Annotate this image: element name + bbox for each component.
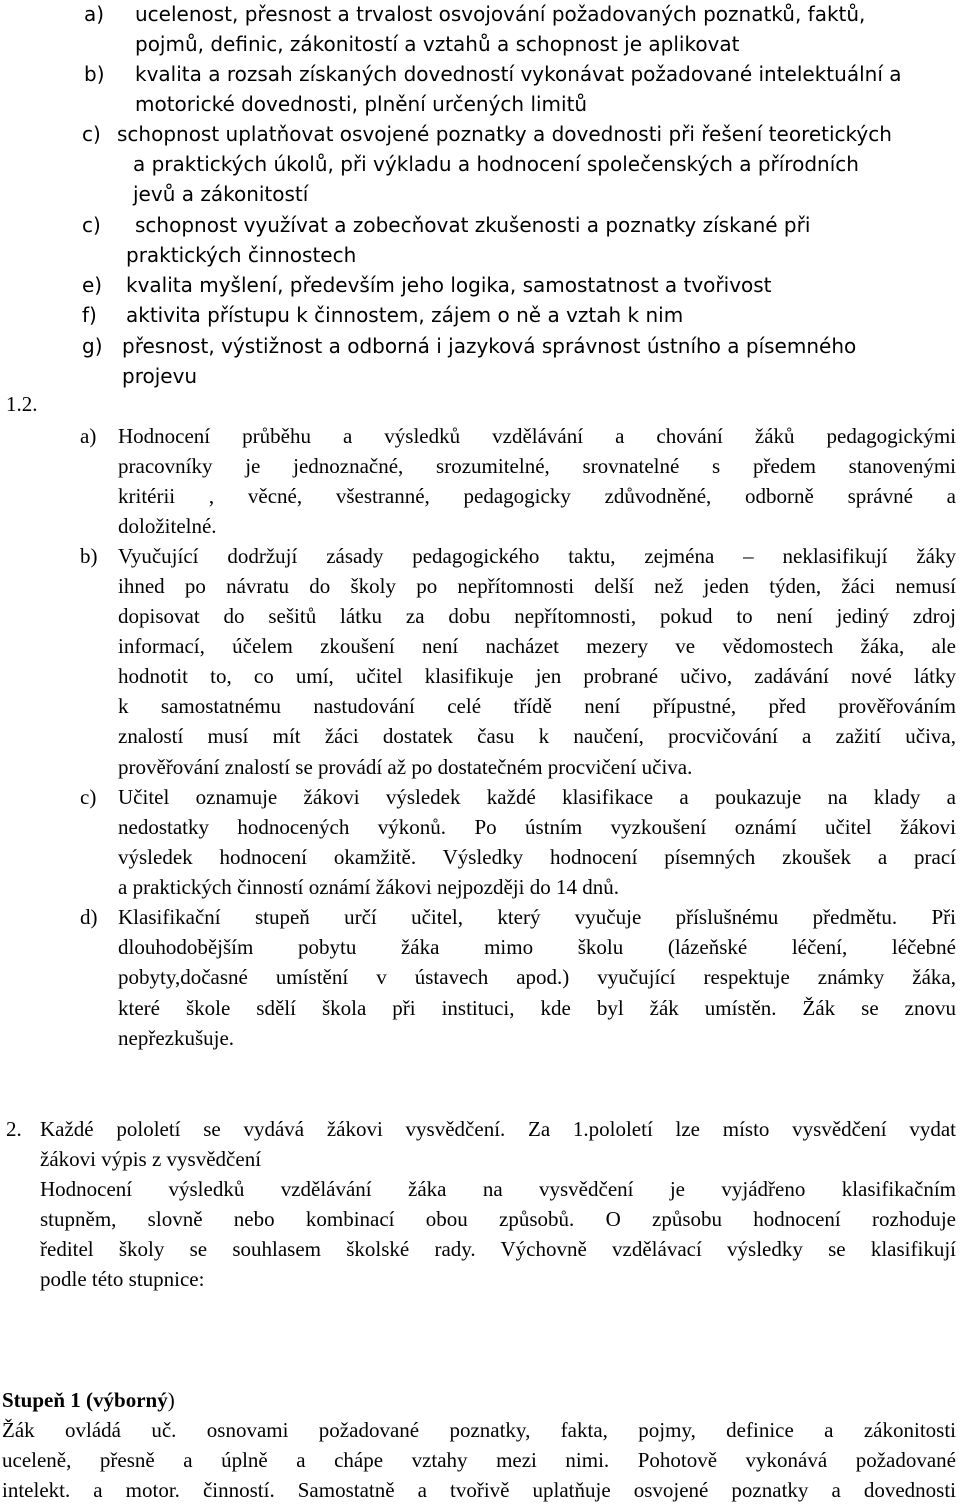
- item-line: hodnotit to, co umí, učitel klasifikuje jen probrané učivo, zadávání nové látky: [118, 664, 956, 688]
- paragraph-line: Každé pololetí se vydává žákovi vysvědčení. Za 1.pololetí lze místo vysvědčení vydat: [40, 1117, 956, 1141]
- item-label: g): [82, 334, 103, 358]
- item-label: a): [80, 424, 97, 448]
- item-line: kritérii , věcné, všestranné, pedagogicky zdůvodněné, odborně správné a: [118, 484, 956, 508]
- item-label: c): [80, 785, 97, 809]
- paragraph-line: ředitel školy se souhlasem školské rady. Výchovně vzdělávací výsledky se klasifikují: [40, 1237, 956, 1261]
- item-line: přesnost, výstižnost a odborná i jazyková správnost ústního a písemného: [122, 334, 857, 358]
- item-line: projevu: [122, 364, 198, 388]
- item-line: kvalita myšlení, především jeho logika, samostatnost a tvořivost: [126, 273, 772, 297]
- item-line: nedostatky hodnocených výkonů. Po ústním vyzkoušení oznámí učitel žákovi: [118, 815, 956, 839]
- item-line: výsledek hodnocení okamžitě. Výsledky hodnocení písemných zkoušek a prací: [118, 845, 956, 869]
- item-line: prověřování znalostí se provádí až po dostatečném procvičení učiva.: [118, 755, 693, 779]
- paragraph-line: podle této stupnice:: [40, 1267, 205, 1291]
- item-line: znalostí musí mít žáci dostatek času k naučení, procvičování a zažití učiva,: [118, 724, 956, 748]
- item-label: d): [80, 905, 98, 929]
- item-line: aktivita přístupu k činnostem, zájem o ně a vztah k nim: [126, 303, 684, 327]
- item-line: motorické dovednosti, plnění určených limitů: [135, 92, 588, 116]
- item-line: Učitel oznamuje žákovi výsledek každé klasifikace a poukazuje na klady a: [118, 785, 956, 809]
- item-label: a): [84, 2, 105, 26]
- item-line: nepřezkušuje.: [118, 1026, 235, 1050]
- paragraph-line: stupněm, slovně nebo kombinací obou způsobů. O způsobu hodnocení rozhoduje: [40, 1207, 956, 1231]
- item-line: pojmů, definic, zákonitostí a vztahů a schopnost je aplikovat: [135, 32, 740, 56]
- item-label: b): [80, 544, 98, 568]
- grade-1-heading-bold: Stupeň 1 (výborný: [2, 1388, 168, 1412]
- item-line: dopisovat do sešitů látku za dobu nepřítomnosti, pokud to není jediný zdroj: [118, 604, 956, 628]
- item-line: praktických činnostech: [126, 243, 357, 267]
- item-label: c): [82, 122, 101, 146]
- item-line: a praktických úkolů, při výkladu a hodnocení společenských a přírodních: [133, 152, 859, 176]
- item-line: Hodnocení průběhu a výsledků vzdělávání a chování žáků pedagogickými: [118, 424, 956, 448]
- item-label: b): [84, 62, 105, 86]
- section-number: 1.2.: [6, 392, 38, 416]
- item-label: c): [82, 213, 101, 237]
- section-2-number: 2.: [6, 1117, 22, 1141]
- item-line: dlouhodobějším pobytu žáka mimo školu (lázeňské léčení, léčebné: [118, 935, 956, 959]
- grade-1-heading-paren: ): [167, 1388, 175, 1412]
- paragraph-line: uceleně, přesně a úplně a chápe vztahy mezi nimi. Pohotově vykonává požadované: [2, 1448, 956, 1472]
- item-line: jevů a zákonitostí: [133, 182, 309, 206]
- paragraph-line: žákovi výpis z vysvědčení: [40, 1147, 262, 1171]
- paragraph-line: Žák ovládá uč. osnovami požadované poznatky, fakta, pojmy, definice a zákonitosti: [2, 1418, 956, 1442]
- item-line: doložitelné.: [118, 514, 217, 538]
- item-line: informací, účelem zkoušení není nacházet mezery ve vědomostech žáka, ale: [118, 634, 956, 658]
- paragraph-line: Hodnocení výsledků vzdělávání žáka na vysvědčení je vyjádřeno klasifikačním: [40, 1177, 956, 1201]
- item-line: schopnost uplatňovat osvojené poznatky a dovednosti při řešení teoretických: [117, 122, 892, 146]
- item-line: Vyučující dodržují zásady pedagogického taktu, zejména – neklasifikují žáky: [118, 544, 956, 568]
- paragraph-line: intelekt. a motor. činností. Samostatně a tvořivě uplatňuje osvojené poznatky a dovednosti: [2, 1478, 956, 1502]
- item-line: kvalita a rozsah získaných dovedností vykonávat požadované intelektuální a: [135, 62, 902, 86]
- item-line: a praktických činností oznámí žákovi nejpozději do 14 dnů.: [118, 875, 619, 899]
- item-line: ucelenost, přesnost a trvalost osvojování požadovaných poznatků, faktů,: [135, 2, 866, 26]
- item-label: f): [82, 303, 97, 327]
- grade-1-heading: [2, 1388, 175, 1413]
- item-line: schopnost využívat a zobecňovat zkušenosti a poznatky získané při: [135, 213, 811, 237]
- item-line: pracovníky je jednoznačné, srozumitelné, srovnatelné s předem stanovenými: [118, 454, 956, 478]
- item-line: k samostatnému nastudování celé třídě není přípustné, před prověřováním: [118, 694, 956, 718]
- item-line: které škole sdělí škola při instituci, kde byl žák umístěn. Žák se znovu: [118, 996, 956, 1020]
- item-line: ihned po návratu do školy po nepřítomnosti delší než jeden týden, žáci nemusí: [118, 574, 956, 598]
- item-line: Klasifikační stupeň určí učitel, který vyučuje příslušnému předmětu. Při: [118, 905, 956, 929]
- item-label: e): [82, 273, 103, 297]
- item-line: pobyty,dočasné umístění v ústavech apod.) vyučující respektuje známky žáka,: [118, 965, 956, 989]
